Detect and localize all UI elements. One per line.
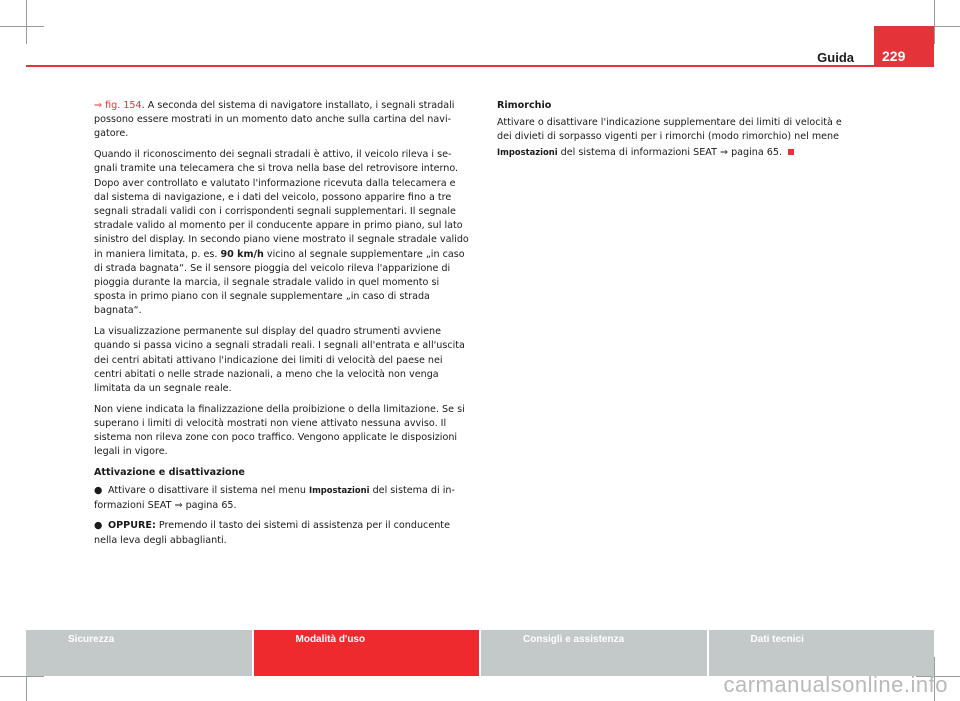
footer-tab-modalita-uso[interactable]: Modalità d'uso	[254, 630, 480, 676]
paragraph: Quando il riconoscimento dei segnali stradali è attivo, il veicolo rileva i segnali tramite una telecamera che si trova nella base del retrovisore interno. Dopo aver controllato e valutato l'informazione ricevuta dalla telecamera e dal sistema di navigazione, e i dati del veicolo, possono apparire fino a tre segnali stradali validi con i corrispondenti segnali supplementari. Il segnale stradale valido al momento per il conducente appare in primo piano, sul lato sinistro del display. In secondo piano viene mostrato il segnale stradale valido in maniera limitata, p. es. 90 km/h vicino al segnale supplementare „in caso di strada bagnata“. Se il sensore pioggia del veicolo rileva l'apparizione di pioggia durante la marcia, il segnale stradale valido in quel momento si sposta in primo piano con il segnale supplementare „in caso di strada bagnata“.	[94, 149, 469, 317]
menu-term: Impostazioni	[308, 485, 370, 496]
footer-tab-dati-tecnici[interactable]: Dati tecnici	[709, 630, 935, 676]
speed-value: 90 km/h	[220, 248, 264, 260]
page-reference[interactable]: del sistema di informazioni SEAT ⇒ pagina 65.	[557, 146, 783, 158]
paragraph: Non viene indicata la finalizzazione della proibizione o della limitazione. Se si superano i limiti di velocità mostrati non viene attivato nessuna avviso. Il sistema non rileva zone con poco traffico. Vengono applicate le disposizioni legali in vigore.	[94, 403, 465, 458]
paragraph: La visualizzazione permanente sul display del quadro strumenti avviene quando si passa vicino a segnali stradali reali. I segnali all'entrata e all'uscita dei centri abitati attivano l'indicazione dei limiti di velocità del paese nei centri abitati o nelle strade nazionali, a meno che la velocità non venga limitata da un segnale reale.	[94, 326, 465, 395]
footer-tab-sicurezza[interactable]: Sicurezza	[26, 630, 252, 676]
bullet-icon: ●	[94, 485, 103, 497]
footer-tab-consigli-assistenza[interactable]: Consigli e assistenza	[481, 630, 707, 676]
footer-tabs	[26, 630, 934, 676]
section-end-icon	[788, 149, 794, 155]
section-heading: Attivazione e disattivazione	[94, 467, 245, 479]
paragraph: ⇒ fig. 154. A seconda del sistema di navigatore installato, i segnali stradali possono essere mostrati in un momento dato anche sulla cartina del navigatore.	[94, 100, 455, 140]
section-heading: Rimorchio	[497, 100, 552, 111]
alt-marker: OPPURE:	[108, 520, 156, 532]
watermark: carmanualsonline.info	[723, 672, 948, 697]
crop-mark	[26, 0, 27, 44]
page-number-badge	[874, 26, 934, 67]
list-item: ● Attivare o disattivare il sistema nel menu Impostazioni del sistema di informazioni SEAT ⇒ pagina 65.	[94, 485, 455, 511]
right-column	[497, 99, 855, 166]
figure-link[interactable]: ⇒ fig. 154	[94, 100, 142, 111]
page-reference[interactable]: del sistema di informazioni SEAT ⇒ pagina 65.	[94, 485, 455, 511]
paragraph: Attivare o disattivare l'indicazione supplementare dei limiti di velocità e dei divieti di sorpasso vigenti per i rimorchi (modo rimorchio) nel mene Impostazioni del sistema di informazioni SEAT ⇒ pagina 65.	[497, 117, 842, 158]
page-number: 229	[882, 48, 906, 64]
crop-mark	[0, 676, 44, 677]
section-title: Guida	[817, 50, 854, 65]
bullet-icon: ●	[94, 520, 103, 532]
header-rule	[26, 65, 934, 67]
left-column	[94, 99, 470, 554]
menu-term: Impostazioni	[497, 146, 558, 157]
list-item: ● OPPURE: Premendo il tasto dei sistemi di assistenza per il conducente nella leva degli abbaglianti.	[94, 520, 450, 546]
crop-mark	[0, 26, 44, 27]
crop-mark	[934, 0, 935, 44]
